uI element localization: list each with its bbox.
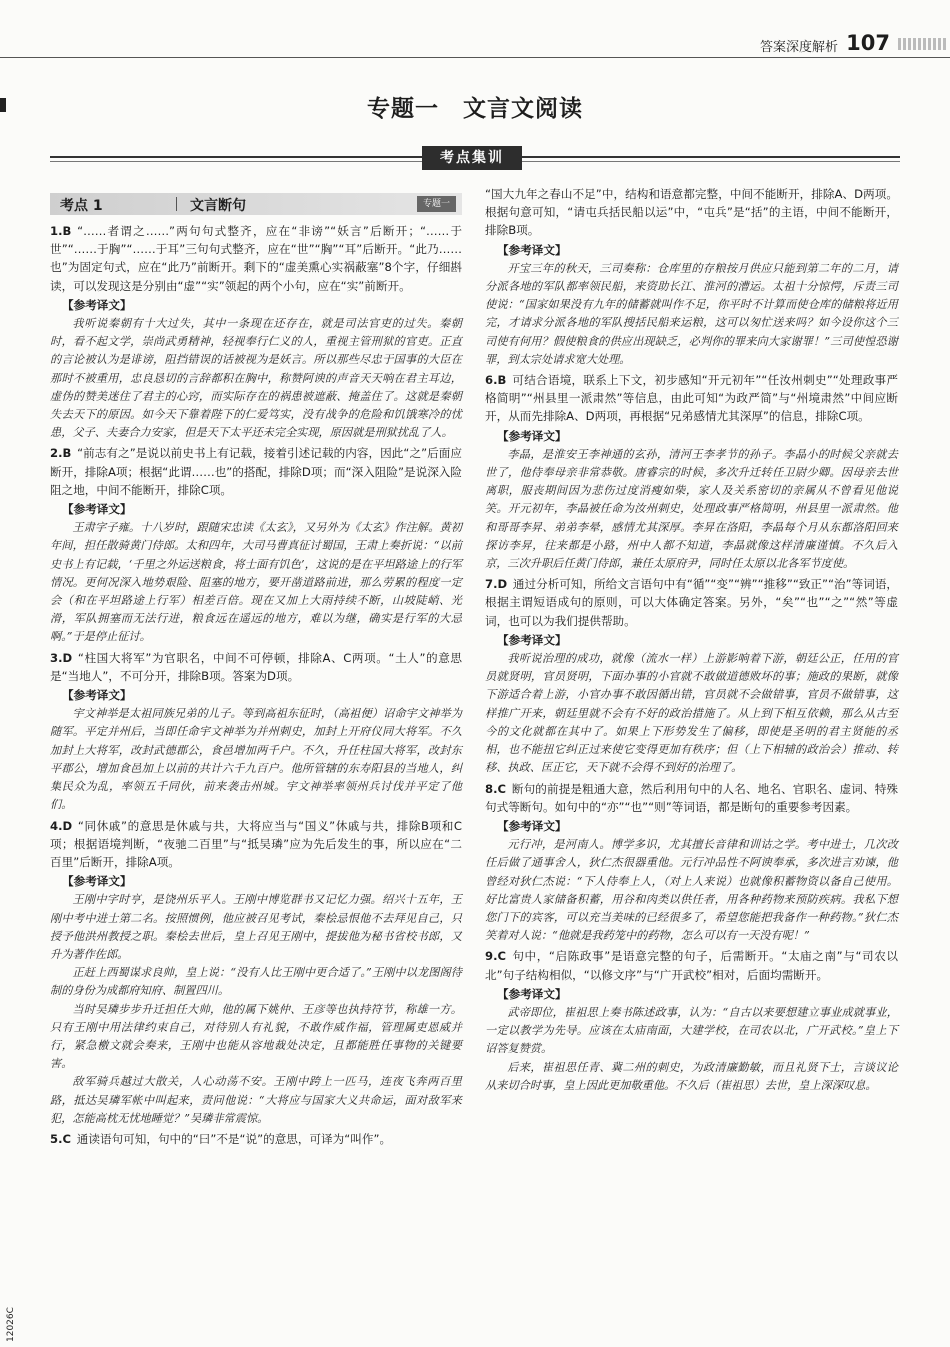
answer-paragraph <box>50 1130 462 1148</box>
answer-text: 可结合语境，联系上下文，初步感知“开元初年”“任汝州刺史”“处理政事严格简明”“州县里一派肃然”等信息，由此可知“为政严简”与“州境肃然”中间应断开，从而先排除A、D两项，再根据“兄弟感情尤其深厚”的信息，排除C项。 <box>485 373 898 424</box>
answer-paragraph <box>50 649 462 685</box>
answer-paragraph <box>485 780 898 816</box>
header-section: 答案深度解析 <box>759 40 838 55</box>
kaodian-number: 考点 1 <box>60 198 103 214</box>
translation-paragraph: 我听说秦朝有十大过失，其中一条现在还存在，就是司法官吏的过失。秦朝时，看不起文学，崇尚武勇精神，轻视奉行仁义的人，重视主管刑狱的官吏。正直的言论被认为是诽谤，阻挡错误的话被视为是妖言。所以那些尽忠于国事的大臣在那时不被重用，忠良恳切的言辞都积在胸中，称赞阿谀的声音天天响在君主耳边，虚伪的赞美迷住了君主的心窍，而实际存在的祸患被遮蔽、掩盖住了。这就是秦朝失去天下的原因。如今天下靠着陛下的仁爱笃实，没有战争的危险和饥饿寒冷的忧患，父子、夫妻合力安家，但是天下太平还未完全实现，原因就是刑狱扰乱了人。 <box>50 317 462 440</box>
header-rule <box>0 57 950 58</box>
answer-block <box>50 1130 462 1148</box>
question-number: 7.D <box>485 577 508 592</box>
header-dots <box>898 38 946 50</box>
translation-label: 【参考译文】 <box>497 242 567 257</box>
translation-paragraph: 正赶上西蜀谋求良帅，皇上说：“没有人比王刚中更合适了。”王刚中以龙图阁待制的身份为成都府知府、制置四川。 <box>50 966 462 998</box>
answer-explanation <box>485 780 898 816</box>
translation-paragraph: 后来，崔祖思任青、冀二州的刺史，为政清廉勤敏，而且礼贤下士，言谈议论从来切合时事，皇上因此更加敬重他。不久后（崔祖思）去世，皇上深深叹息。 <box>485 1060 898 1092</box>
answer-explanation <box>485 575 898 630</box>
translation-text <box>50 315 462 442</box>
translation-label: 【参考译文】 <box>62 502 132 517</box>
kaodian-bar <box>50 193 462 215</box>
translation-label: 【参考译文】 <box>62 874 132 889</box>
translation-text <box>50 519 462 646</box>
question-number: 6.B <box>485 373 507 388</box>
translation-label: 【参考译文】 <box>497 632 567 647</box>
translation-paragraph: 王刚中字时亨，是饶州乐平人。王刚中博览群书又记忆力强。绍兴十五年，王刚中考中进士第二名。按照惯例，他应被召见考试，秦桧忌恨他不去拜见自己，只授予他洪州教授之职。秦桧去世后，皇上召见王刚中，提拔他为秘书省校书郎，又升为著作佐郎。 <box>50 893 462 961</box>
answer-explanation <box>485 947 898 983</box>
page-number: 107 <box>846 31 890 55</box>
translation-text <box>50 705 462 814</box>
answer-explanation <box>485 185 898 240</box>
running-header <box>0 0 950 62</box>
translation-label: 【参考译文】 <box>62 297 132 312</box>
question-number: 5.C <box>50 1131 71 1146</box>
answer-explanation <box>50 1130 462 1148</box>
answer-block <box>485 575 898 777</box>
answer-paragraph <box>50 444 462 499</box>
kaodian-separator <box>176 197 177 211</box>
translation-paragraph: 王肃字子雍。十八岁时，跟随宋忠读《太玄》，又另外为《太玄》作注解。黄初年间，担任散骑黄门侍郎。太和四年，大司马曹真征讨蜀国，王肃上奏折说：“以前史书上有记载，‘千里之外运送粮食，将士面有饥色’，这说的是在平坦路途上的行军情况。更何况深入地势艰险、阻塞的地方，要开凿道路前进，那么劳累的程度一定会（和在平坦路途上行军）相差百倍。现在又加上大雨持续不断，山坡陡峭、光滑，军队拥塞而无法行进，粮食远在遥远的地方，难以为继，确实是行军的大忌啊。”于是停止征讨。 <box>50 521 462 644</box>
answer-text: “柱国大将军”为官职名，中间不可停顿，排除A、C两项。“土人”的意思是“当地人”，不可分开，排除B项。答案为D项。 <box>50 650 462 683</box>
answer-text: “同休戚”的意思是休戚与共，大将应当与“国义”休戚与共，排除B项和C项；根据语境判断，“夜驰二百里”与“抵吴璘”应为先后发生的事，所以应在“二百里”后断开，排除A项。 <box>50 818 462 869</box>
section-banner: 考点集训 <box>422 146 522 170</box>
translation-paragraph: 当时吴璘步步升迁担任大帅，他的属下姚仲、王彦等也执持符节，称雄一方。只有王刚中用法律约束自己，对待别人有礼貌，不敢作威作福，管理属吏恩威并行，紧急檄文就会奏来，王刚中也能从容地裁处决定，且都能胜任事物的关键要害。 <box>50 1002 462 1071</box>
translation-text <box>485 650 898 777</box>
side-code <box>6 1286 16 1344</box>
answer-block <box>50 222 462 442</box>
side-code-text: 12026C <box>6 1307 16 1342</box>
answer-text: “前志有之”是说以前史书上有记载，接着引述记载的内容，因此“之”后面应断开，排除A项；根据“此谓……也”的搭配，排除D项；而“深入阻险”是说深入险阻之地，中间不能断开，排除C项。 <box>50 446 462 497</box>
answer-paragraph <box>485 947 898 983</box>
question-number: 8.C <box>485 781 506 796</box>
answer-block <box>485 947 898 1095</box>
translation-label: 【参考译文】 <box>497 428 567 443</box>
translation-text <box>485 1004 898 1095</box>
answer-block <box>485 185 898 369</box>
answer-text: “国大九年之春山不足”中，结构和语意都完整，中间不能断开，排除A、D两项。根据句意可知，“请屯兵括民船以运”中，“屯兵”是“括”的主语，中间不能断开，排除B项。 <box>485 187 898 238</box>
answer-text: 通过分析可知，所给文言语句中有“循”“变”“辨”“推移”“致正”“治”等词语，根据主谓短语成句的原则，可以大体确定答案。另外，“矣”“也”“之”“然”等虚词，也可以为我们提供帮助。 <box>485 577 899 628</box>
translation-label: 【参考译文】 <box>62 688 132 703</box>
translation-text <box>485 836 898 945</box>
answer-explanation <box>50 444 462 499</box>
translation-paragraph: 元行冲，是河南人。博学多识，尤其擅长音律和训诂之学。考中进士，几次改任后做了通事舍人，狄仁杰很器重他。元行冲品性不阿谀奉承，多次进言劝谏，他曾经对狄仁杰说：“下人侍奉上人，（对上人来说）也就像积蓄物资以备自己使用。好比富贵人家储备积蓄，用谷和肉类以供任者，用各种药物来预防疾病。我私下想您门下的宾客，可以充当美味的已经很多了，希望您能把我备作一种药物。”狄仁杰笑着对人说：“他就是我药笼中的药物，怎么可以有一天没有呢！” <box>485 838 898 943</box>
answer-paragraph <box>485 371 898 426</box>
answer-block <box>50 649 462 815</box>
answer-explanation <box>50 649 462 685</box>
question-number: 3.D <box>50 650 73 665</box>
translation-paragraph: 宇文神举是太祖同族兄弟的儿子。等到高祖东征时，（高祖便）诏命宇文神举为随军。平定并州后，当即任命宇文神举为并州刺史，加封上开府仪同大将军。不久加封上大将军，改封武德郡公，食邑增加两千户。不久，升任柱国大将军，改封东平郡公，增加食邑加上以前的共计六千九百户。他所管辖的东寿阳县的当地人，纠集民众为乱，率领五千同伙，前来袭击州城。宇文神举率领州兵讨伐并平定了他们。 <box>50 707 462 812</box>
translation-paragraph: 李晶，是淮安王李神通的玄孙，清河王李孝节的孙子。李晶小的时候父亲就去世了，他侍奉母亲非常恭敬。唐睿宗的时候，多次升迁转任卫尉少卿。因母亲去世离职，服丧期间因为悲伤过度消瘦如柴，家人及关系密切的亲属从不曾看见他说笑。开元初年，李晶被任命为汝州刺史，处理政事严格简明，州县里一派肃然。他和哥哥李昇、弟弟李晕，感情尤其深厚。李昇在洛阳，李晶每个月从东都洛阳回来探访李昇，往来都是小路，州中人都不知道，李晶就像这样清廉谨慎。不久后入京，三次升职后任黄门侍郎，兼任太原府尹，同时任太原以北各军节度使。 <box>485 447 898 571</box>
answer-block <box>50 444 462 646</box>
translation-label: 【参考译文】 <box>497 986 567 1001</box>
translation-paragraph: 我听说治理的成功，就像（流水一样）上游影响着下游，朝廷公正，任用的官员就贤明，官员贤明，下面办事的小官就不敢做道德败坏的事；施政的果断，就像下游适合着上游，小官办事不敢因循出错，官员就不会做错事，官员不做错事，这样推广开来，朝廷里就不会有不好的政治措施了。从上到下相互依赖，那么从古至今的文化就都在其中了。如果上下形势发生了偏移，即使是圣明的君主贤能的丞相，也不能扭它纠正过来使它变得更加有秩序；但（上下相辅的政治会）推动、转移、执政、匡正它，天下就不会得不到好的治理了。 <box>485 652 898 775</box>
answer-paragraph <box>50 222 462 295</box>
answer-text: “……者谓之……”两句句式整齐，应在“非谤”“妖言”后断开；“……于世”“……于胸”“……于耳”三句句式整齐，应在“世”“胸”“耳”后断开。“此乃……也”为固定句式，应在“此乃”前断开。剩下的“虚美熏心实祸蔽塞”8个字，仔细斟读，可以发现这是分别由“虚”“实”领起的两个小句，应在“实”前断开。 <box>50 224 462 293</box>
translation-paragraph: 开宝三年的秋天，三司奏称：仓库里的存粮按月供应只能到第二年的二月，请分派各地的军队都率领民船，来资助长江、淮河的漕运。太祖十分惊愕，斥责三司使说：“国家如果没有九年的储蓄就叫作不足，你平时不计算而使仓库的储粮将近用完，才请求分派各地的军队搜括民船来运粮，这可以匆忙送来吗？如今设你这个三司使有何用？假使粮食的供应出现缺乏，必判你的罪来向大家谢罪！”三司使惶恐谢罪，到太宗处请求宽大处理。 <box>485 261 898 366</box>
kaodian-badge: 专题一 <box>417 196 456 212</box>
answer-explanation <box>50 817 462 872</box>
question-number: 1.B <box>50 224 72 238</box>
translation-text <box>485 260 898 369</box>
answer-paragraph <box>485 185 898 240</box>
answer-explanation <box>485 371 898 426</box>
translation-paragraph: 武帝即位，崔祖思上奏书陈述政事，认为：“自古以来要想建立事业成就事业，一定以教学为先导。应该在太庙南面，大建学校，在司农以北，广开武校。”皇上下诏答复赞赏。 <box>485 1005 898 1056</box>
answer-explanation <box>50 222 462 295</box>
answer-paragraph <box>485 575 898 630</box>
translation-text <box>485 446 898 573</box>
page-title: 专题一 文言文阅读 <box>367 96 583 122</box>
translation-paragraph: 敌军骑兵越过大散关，人心动荡不安。王刚中跨上一匹马，连夜飞奔两百里路，抵达吴璘军帐中叫起来，责问他说：“大将应与国家大义共命运，面对敌军来犯，怎能高枕无忧地睡觉？”吴璘非常震惊。 <box>50 1075 462 1125</box>
translation-label: 【参考译文】 <box>497 818 567 833</box>
question-number: 2.B <box>50 446 72 461</box>
question-number: 9.C <box>485 949 506 964</box>
answer-paragraph <box>50 817 462 872</box>
answer-block <box>50 817 462 1128</box>
left-column <box>50 222 462 1148</box>
kaodian-name: 文言断句 <box>190 198 246 214</box>
answer-text: 句中，“启陈政事”是语意完整的句子，后需断开。“太庙之南”与“司农以北”句子结构相似，“以修文序”与“广开武校”相对，后面均需断开。 <box>485 949 898 982</box>
question-number: 4.D <box>50 818 73 833</box>
answer-text: 通读语句可知，句中的“曰”不是“说”的意思，可译为“叫作”。 <box>76 1131 392 1146</box>
translation-text <box>50 891 462 1128</box>
answer-text: 断句的前提是粗通大意，然后利用句中的人名、地名、官职名、虚词、特殊句式等断句。如句中的“亦”“也”“则”等词语，都是断句的重要参考因素。 <box>485 781 898 814</box>
answer-block <box>485 780 898 946</box>
right-column <box>485 185 898 1097</box>
answer-block <box>485 371 898 573</box>
